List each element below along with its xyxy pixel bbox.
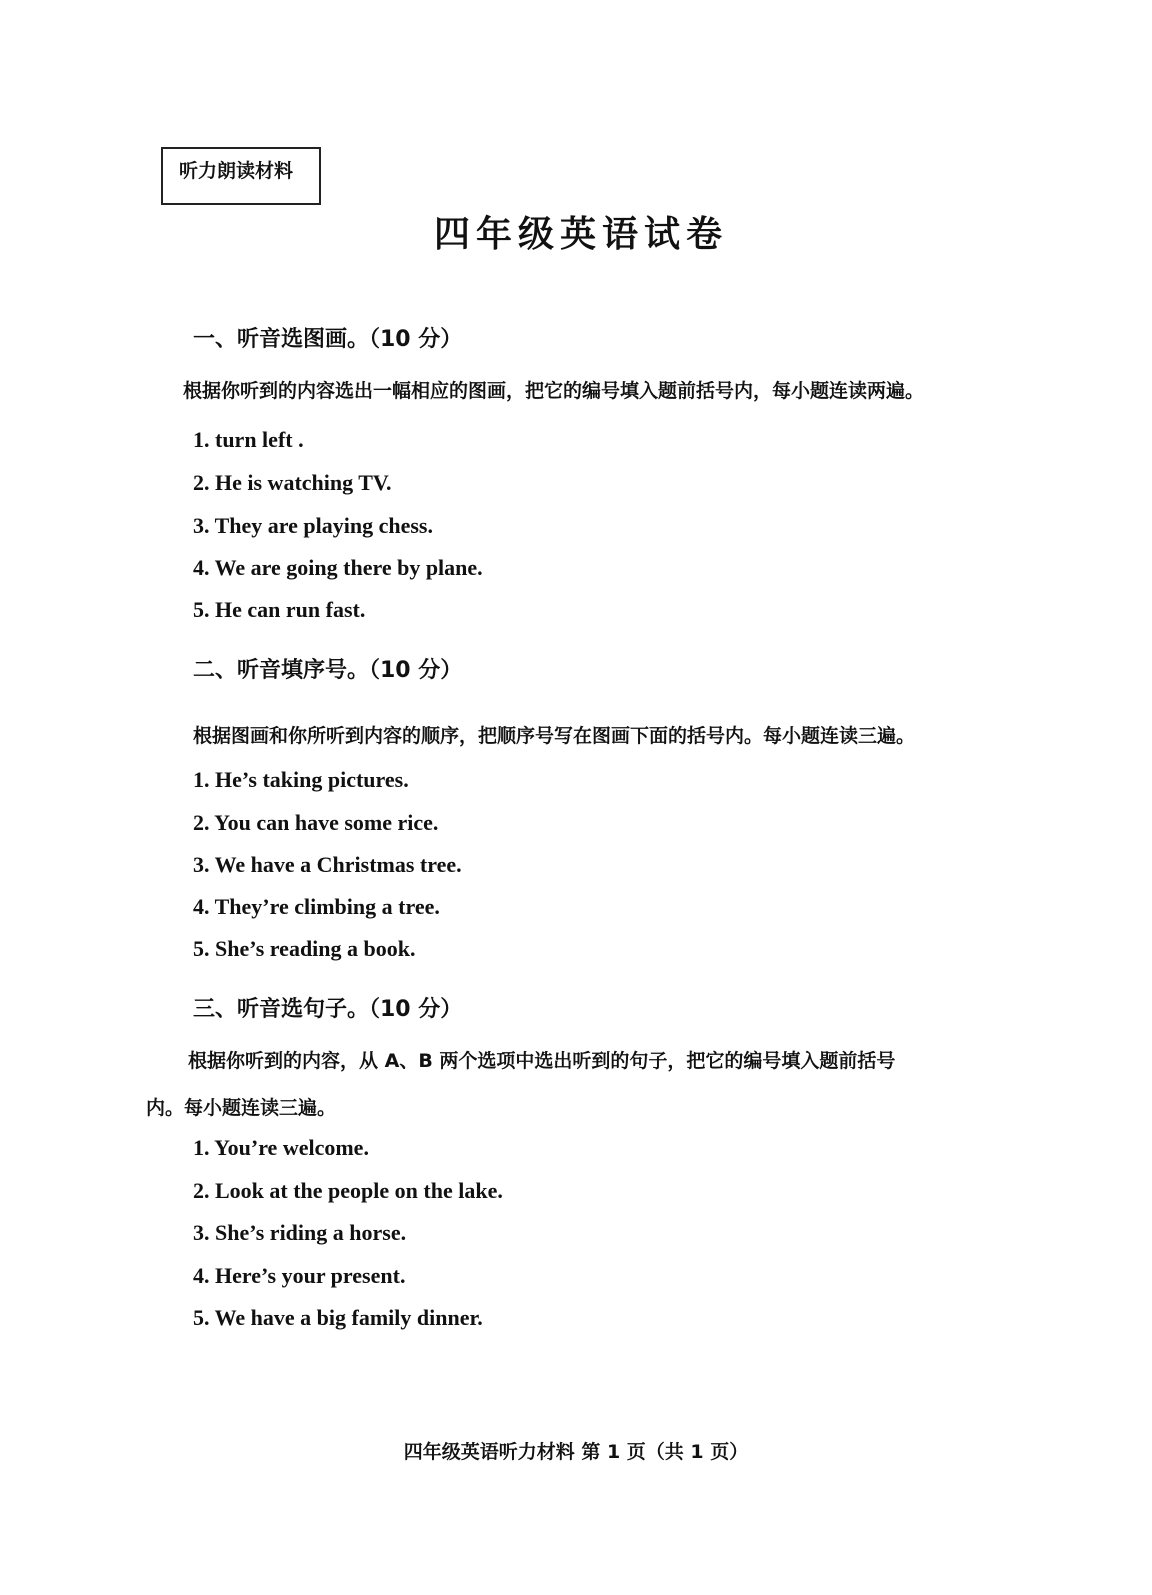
- section-2-instruction: 根据图画和你所听到内容的顺序，把顺序号写在图画下面的括号内。每小题连读三遍。: [193, 725, 916, 747]
- listening-material-label: 听力朗读材料: [161, 147, 321, 205]
- section-3-item-5: 5. We have a big family dinner.: [193, 1305, 483, 1330]
- section-3-instruction-line-1: 根据你听到的内容，从 A、B 两个选项中选出听到的句子，把它的编号填入题前括号: [188, 1050, 896, 1072]
- section-1-item-3: 3. They are playing chess.: [193, 513, 433, 538]
- section-3-item-3: 3. She’s riding a horse.: [193, 1220, 407, 1245]
- page-footer: 四年级英语听力材料 第 1 页（共 1 页）: [403, 1441, 749, 1463]
- section-1-item-4: 4. We are going there by plane.: [193, 555, 483, 580]
- section-2-item-5: 5. She’s reading a book.: [193, 936, 416, 961]
- section-1-heading: 一、听音选图画。（10 分）: [193, 327, 463, 352]
- section-3-instruction-line-2: 内。每小题连读三遍。: [146, 1097, 337, 1119]
- section-3-item-2: 2. Look at the people on the lake.: [193, 1178, 503, 1203]
- section-1-instruction: 根据你听到的内容选出一幅相应的图画，把它的编号填入题前括号内，每小题连读两遍。: [183, 380, 925, 402]
- section-2-item-4: 4. They’re climbing a tree.: [193, 894, 440, 919]
- section-1-item-1: 1. turn left .: [193, 427, 304, 452]
- section-2-item-1: 1. He’s taking pictures.: [193, 767, 409, 792]
- section-3-heading: 三、听音选句子。（10 分）: [193, 997, 463, 1022]
- section-2-item-3: 3. We have a Christmas tree.: [193, 852, 462, 877]
- section-3-item-1: 1. You’re welcome.: [193, 1135, 369, 1160]
- section-2-item-2: 2. You can have some rice.: [193, 810, 439, 835]
- section-1-item-2: 2. He is watching TV.: [193, 470, 392, 495]
- page-title: 四年级英语试卷: [433, 214, 728, 255]
- section-3-item-4: 4. Here’s your present.: [193, 1263, 406, 1288]
- section-1-item-5: 5. He can run fast.: [193, 597, 366, 622]
- section-2-heading: 二、听音填序号。（10 分）: [193, 658, 463, 683]
